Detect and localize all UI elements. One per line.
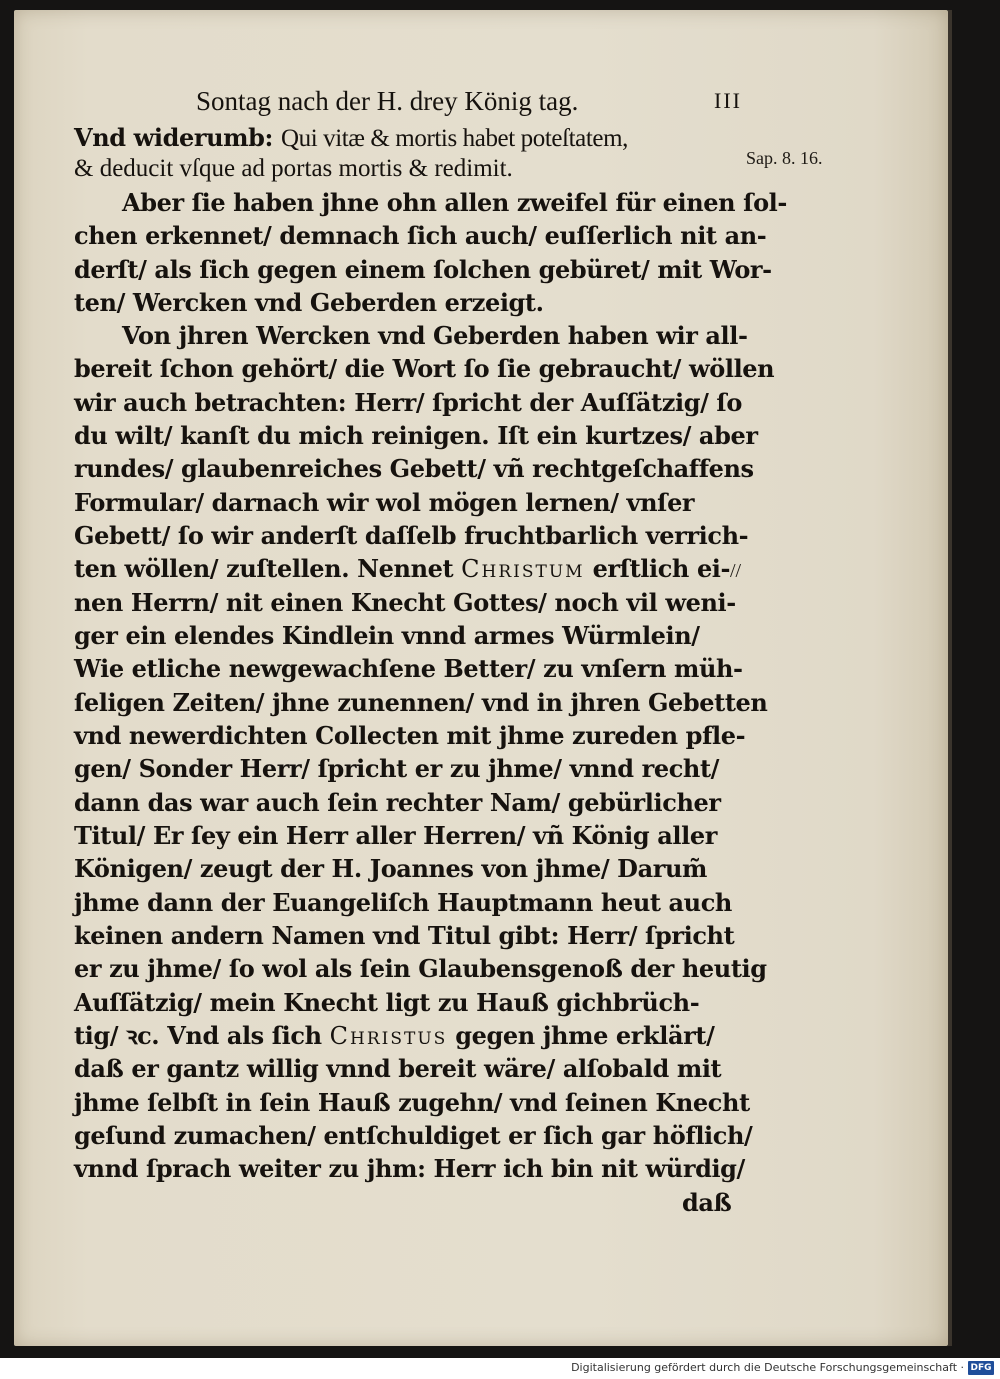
text-line-24: jhme dann der Euangeliſch Hauptmann heut auch [74,888,732,917]
text-line-15: nen Herrn/ nit einen Knecht Gottes/ noch vil weni- [74,588,736,617]
margin-note-citation: Sap. 8. 16. [746,148,823,168]
name-christum: Christum [461,555,585,583]
page-number: III [714,88,742,113]
text-line-30: jhme ſelbſt in ſein Hauß zugehn/ vnd ſeinen Knecht [74,1088,750,1117]
text-line-6: ten/ Wercken vnd Geberden erzeigt. [74,288,544,317]
text-line-13: Gebett/ ſo wir anderſt daſſelb fruchtbarlich verrich- [74,521,749,550]
dfg-logo-icon[interactable]: DFG [968,1361,994,1375]
text-line-12: Formular/ darnach wir wol mögen lernen/ vnſer [74,488,695,517]
german-fragment: Vnd widerumb: [74,123,273,152]
text-line-8: bereit ſchon gehört/ die Wort ſo ſie gebraucht/ wöllen [74,354,775,383]
text-line-32: vnnd ſprach weiter zu jhm: Herr ich bin nit würdig/ [74,1154,745,1183]
text-line-11: rundes/ glaubenreiches Gebett/ vñ rechtgeſchaffens [74,454,754,483]
line-14-end: erſtlich ei- [592,554,731,583]
text-line-3: Aber ſie haben jhne ohn allen zweifel für einen ſol- [122,188,787,217]
text-line-5: derſt/ als ſich gegen einem ſolchen gebüret/ mit Wor- [74,255,772,284]
line-28-end: gegen jhme erklärt/ [455,1021,715,1050]
text-line-4: chen erkennet/ demnach ſich auch/ euſſerlich nit an- [74,221,767,250]
text-line-2: & deducit vſque ad portas mortis & redimit. [74,155,513,182]
text-line-16: ger ein elendes Kindlein vnnd armes Würmlein/ [74,621,700,650]
margin-note-mark: // [730,560,742,582]
text-line-26: er zu jhme/ ſo wol als ſein Glaubensgenoß der heutig [74,954,767,983]
text-line-20: gen/ Sonder Herr/ ſpricht er zu jhme/ vnnd recht/ [74,754,720,783]
line-28-start: tig/ ꝛc. Vnd als ſich [74,1021,322,1050]
funding-credit: Digitalisierung gefördert durch die Deutsche Forschungsgemeinschaft · [571,1361,964,1374]
book-page [14,10,948,1346]
text-line-23: Königen/ zeugt der H. Joannes von jhme/ Darum̃ [74,854,708,883]
text-line-10: du wilt/ kanſt du mich reinigen. Iſt ein kurtzes/ aber [74,421,758,450]
running-head: Sontag nach der H. drey König tag. [196,86,579,116]
text-line-18: ſeligen Zeiten/ jhne zunennen/ vnd in jhren Gebetten [74,688,768,717]
text-line-9: wir auch betrachten: Herr/ ſpricht der Auſſätzig/ ſo [74,388,742,417]
text-line-31: geſund zumachen/ entſchuldiget er ſich gar höflich/ [74,1121,753,1150]
text-line-1 [74,123,628,152]
latin-quote: Qui vitæ & mortis habet poteſtatem, [280,125,628,152]
text-line-14 [74,554,731,583]
text-line-17: Wie etliche newgewachſene Better/ zu vnſern müh- [74,654,743,683]
text-line-27: Auſſätzig/ mein Knecht ligt zu Hauß gichbrüch- [74,988,700,1017]
text-line-21: dann das war auch ſein rechter Nam/ gebürlicher [74,788,721,817]
text-line-19: vnd newerdichten Collecten mit jhme zureden pfle- [74,721,746,750]
text-line-29: daß er gantz willig vnnd bereit wäre/ alſobald mit [74,1054,722,1083]
catchword: daß [682,1188,732,1217]
footer-bar [0,1358,1000,1379]
page-edge [948,10,952,1346]
text-line-28 [74,1021,715,1050]
line-14-start: ten wöllen/ zuſtellen. Nennet [74,554,454,583]
text-line-25: keinen andern Namen vnd Titul gibt: Herr/ ſpricht [74,921,735,950]
text-line-22: Titul/ Er ſey ein Herr aller Herren/ vñ König aller [74,821,717,850]
text-line-7: Von jhren Wercken vnd Geberden haben wir all- [122,321,748,350]
name-christus: Christus [329,1022,448,1050]
